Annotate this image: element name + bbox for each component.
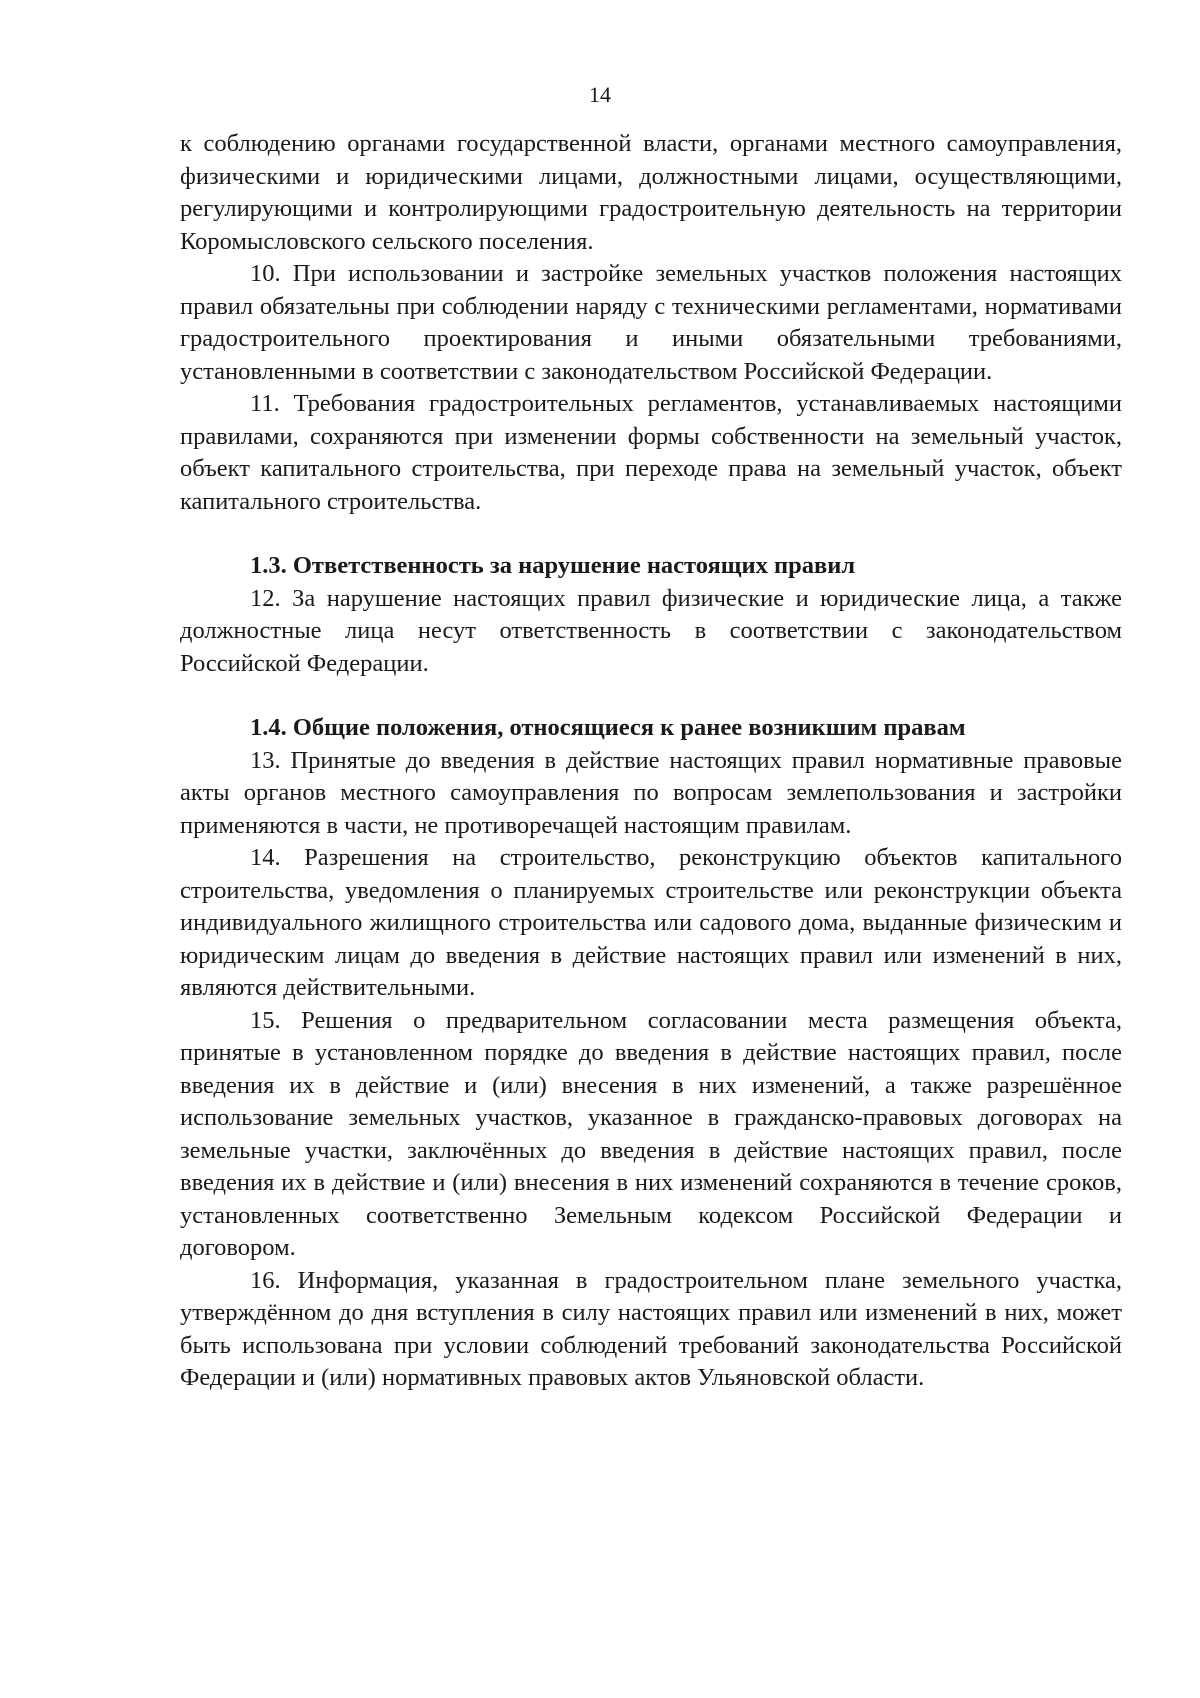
- section-spacer: [180, 680, 1122, 712]
- page-number: 14: [589, 82, 611, 107]
- section-heading-1-4: 1.4. Общие положения, относящиеся к ранее возникшим правам: [250, 714, 966, 741]
- document-body: [180, 128, 1122, 1395]
- paragraph-11: 11. Требования градостроительных регламентов, устанавливаемых настоящими правилами, сохраняются при изменении формы собственности на земельный участок, объект капитального строительства, при переходе права на земельный участок, объект капитального строительства.: [180, 390, 1122, 515]
- section-spacer: [180, 518, 1122, 550]
- paragraph-13: 13. Принятые до введения в действие настоящих правил нормативные правовые акты органов местного самоуправления по вопросам землепользования и застройки применяются в части, не противоречащей настоящим правилам.: [180, 746, 1122, 839]
- paragraph-14: 14. Разрешения на строительство, реконструкцию объектов капитального строительства, уведомления о планируемых строительстве или реконструкции объекта индивидуального жилищного строительства или садового дома, выданные физическим и юридическим лицам до введения в действие настоящих правил или изменений в них, являются действительными.: [180, 844, 1122, 1001]
- paragraph-10: 10. При использовании и застройке земельных участков положения настоящих правил обязательны при соблюдении наряду с техническими регламентами, нормативами градостроительного проектирования и иными обязательными требованиями, установленными в соответствии с законодательством Российской Федерации.: [180, 260, 1122, 385]
- section-heading-1-3: 1.3. Ответственность за нарушение настоящих правил: [250, 552, 856, 579]
- paragraph-15: 15. Решения о предварительном согласовании места размещения объекта, принятые в установленном порядке до введения в действие настоящих правил, после введения их в действие и (или) внесения в них изменений, а также разрешённое использование земельных участков, указанное в гражданско-правовых договорах на земельные участки, заключённых до введения в действие настоящих правил, после введения их в действие и (или) внесения в них изменений сохраняются в течение сроков, установленных соответственно Земельным кодексом Российской Федерации и договором.: [180, 1006, 1122, 1261]
- paragraph-12: 12. За нарушение настоящих правил физические и юридические лица, а также должностные лица несут ответственность в соответствии с законодательством Российской Федерации.: [180, 584, 1122, 677]
- paragraph-16: 16. Информация, указанная в градостроительном плане земельного участка, утверждённом до дня вступления в силу настоящих правил или изменений в них, может быть использована при условии соблюдений требований законодательства Российской Федерации и (или) нормативных правовых актов Ульяновской области.: [180, 1266, 1122, 1391]
- paragraph-continuation: к соблюдению органами государственной власти, органами местного самоуправления, физическими и юридическими лицами, должностными лицами, осуществляющими, регулирующими и контролирующими градостроительную деятельность на территории Коромысловского сельского поселения.: [180, 130, 1122, 255]
